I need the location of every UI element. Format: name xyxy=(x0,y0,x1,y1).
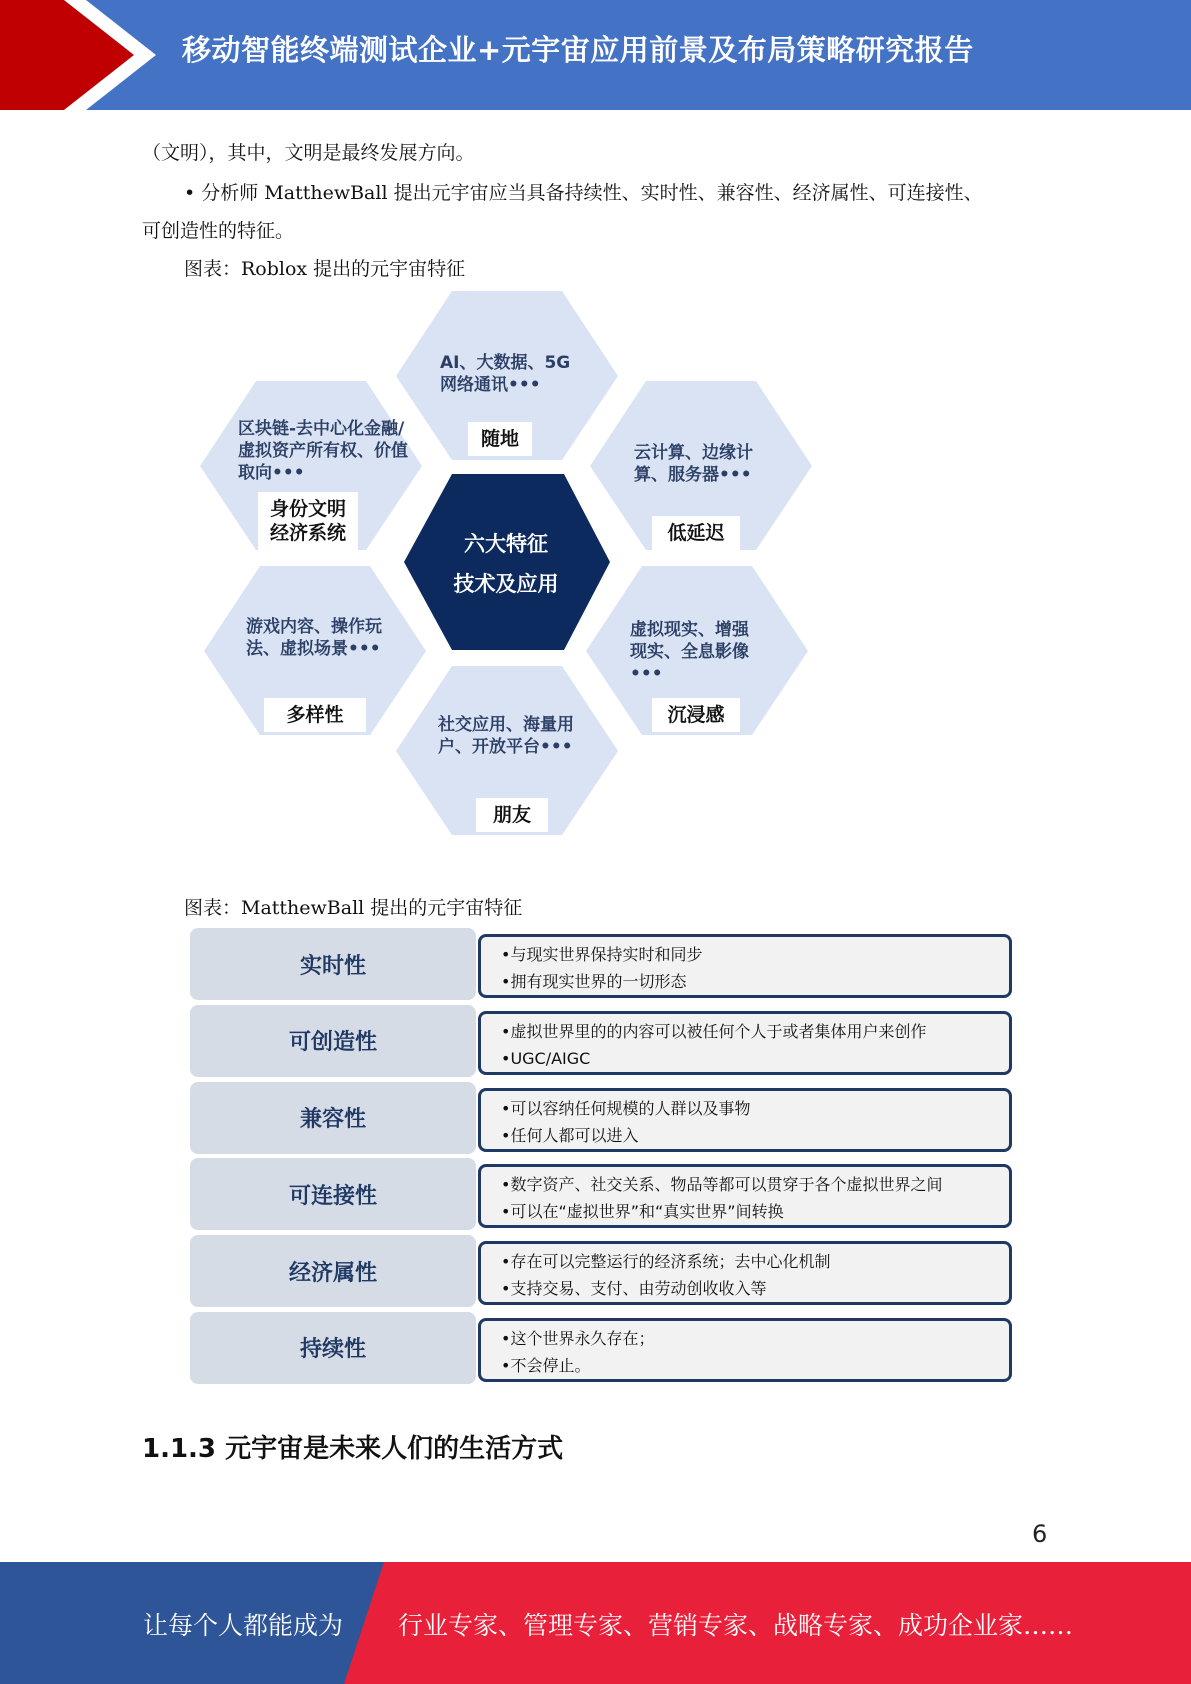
page-header xyxy=(0,0,1191,110)
matthewball-feature-table xyxy=(190,928,994,1389)
hex-upper-left-label-line2: 经济系统 xyxy=(269,522,346,544)
feature-row xyxy=(190,1158,994,1230)
hex-lower-left-desc: 游戏内容、操作玩法、虚拟场景••• xyxy=(246,617,382,659)
feature-description xyxy=(478,934,1012,998)
footer-slogan-left: 让每个人都能成为 xyxy=(143,1611,344,1640)
hex-bottom-desc: 社交应用、海量用户、开放平台••• xyxy=(438,715,574,757)
feature-point: •支持交易、支付、由劳动创收收入等 xyxy=(501,1279,767,1299)
feature-point: •存在可以完整运行的经济系统；去中心化机制 xyxy=(501,1252,831,1272)
feature-row xyxy=(190,1005,994,1077)
page-footer xyxy=(0,1562,1191,1684)
feature-point: •可以容纳任何规模的人群以及事物 xyxy=(501,1098,751,1118)
feature-point: •可以在“虚拟世界”和“真实世界”间转换 xyxy=(501,1202,784,1222)
feature-point: •不会停止。 xyxy=(501,1355,591,1375)
hex-top-label: 随地 xyxy=(468,422,532,456)
hex-upper-left-label-line1: 身份文明 xyxy=(269,498,346,520)
feature-row xyxy=(190,1082,994,1154)
feature-name: 实时性 xyxy=(190,928,476,1000)
feature-name: 经济属性 xyxy=(190,1235,476,1307)
feature-row xyxy=(190,928,994,1000)
feature-description xyxy=(478,1011,1012,1075)
feature-name: 可连接性 xyxy=(190,1158,476,1230)
page-number: 6 xyxy=(1032,1520,1048,1548)
hex-top-desc: AI、大数据、5G网络通讯••• xyxy=(440,353,571,395)
feature-row xyxy=(190,1312,994,1384)
hex-upper-right-label: 低延迟 xyxy=(652,516,740,550)
figure-caption-matthewball: 图表：MatthewBall 提出的元宇宙特征 xyxy=(184,897,523,919)
bullet-paragraph-line2: 可创造性的特征。 xyxy=(142,220,295,242)
figure-caption-roblox: 图表：Roblox 提出的元宇宙特征 xyxy=(184,258,466,280)
feature-point: •这个世界永久存在； xyxy=(501,1328,655,1348)
feature-description xyxy=(478,1241,1012,1305)
hex-lower-left-label: 多样性 xyxy=(264,698,366,732)
bullet-paragraph-line1: • 分析师 MatthewBall 提出元宇宙应当具备持续性、实时性、兼容性、经济属性、可连接性、 xyxy=(184,182,983,204)
hex-upper-left-desc: 区块链-去中心化金融/虚拟资产所有权、价值取向••• xyxy=(238,419,408,483)
feature-point: •拥有现实世界的一切形态 xyxy=(501,972,687,991)
feature-point: •UGC/AIGC xyxy=(501,1048,591,1068)
feature-description xyxy=(478,1164,1012,1228)
feature-description xyxy=(478,1088,1012,1152)
footer-slogan-right: 行业专家、管理专家、营销专家、战略专家、成功企业家…… xyxy=(398,1611,1074,1640)
hex-lower-right-desc: 虚拟现实、增强现实、全息影像••• xyxy=(630,620,749,684)
feature-row xyxy=(190,1235,994,1307)
feature-name: 兼容性 xyxy=(190,1082,476,1154)
feature-point: •虚拟世界里的的内容可以被任何个人于或者集体用户来创作 xyxy=(501,1021,927,1041)
hex-center-line1: 六大特征 xyxy=(464,532,548,556)
hex-lower-right-label: 沉浸感 xyxy=(652,698,740,732)
feature-name: 可创造性 xyxy=(190,1005,476,1077)
feature-point: •任何人都可以进入 xyxy=(501,1125,639,1145)
feature-point: •与现实世界保持实时和同步 xyxy=(501,945,703,964)
roblox-feature-hex-diagram xyxy=(190,286,830,842)
document-title: 移动智能终端测试企业+元宇宙应用前景及布局策略研究报告 xyxy=(182,33,974,67)
hex-upper-right-desc: 云计算、边缘计算、服务器••• xyxy=(634,443,753,485)
hex-bottom-label: 朋友 xyxy=(476,798,548,832)
section-heading: 1.1.3 元宇宙是未来人们的生活方式 xyxy=(142,1434,564,1464)
paragraph-continuation: （文明），其中，文明是最终发展方向。 xyxy=(142,142,475,164)
feature-name: 持续性 xyxy=(190,1312,476,1384)
feature-description xyxy=(478,1318,1012,1382)
feature-point: •数字资产、社交关系、物品等都可以贯穿于各个虚拟世界之间 xyxy=(501,1175,943,1195)
hex-center-line2: 技术及应用 xyxy=(453,572,559,596)
hex-upper-left-label xyxy=(258,492,358,550)
